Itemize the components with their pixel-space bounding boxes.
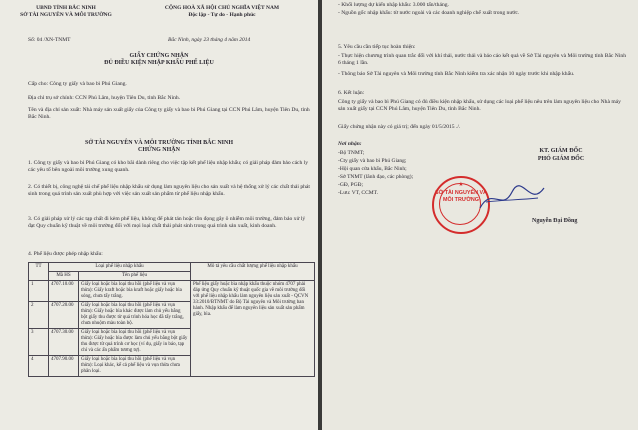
item-2: 2. Có thiết bị, công nghệ tái chế phế liệu nhập khẩu sử dụng làm nguyên liệu cho sản xuất và hệ thống xử lý các chất thải phát sinh trong quá trình sản xuất phù hợp với việc sản xuất sản phẩm từ phế liệu nhập khẩu.	[28, 184, 310, 198]
right-page	[322, 0, 638, 430]
seal-text: SỞ TÀI NGUYÊN VÀ MÔI TRƯỜNG	[435, 190, 487, 203]
section-5-line-2: - Thông báo Sở Tài nguyên và Môi trường tỉnh Bắc Ninh kiểm tra xác nhận 10 ngày trước khi nhập khẩu.	[338, 71, 575, 77]
top-line-2: - Nguồn gốc nhập khẩu: từ nước ngoài và các doanh nghiệp chế xuất trong nước.	[338, 10, 520, 16]
nation-line-2: Độc lập - Tự do - Hạnh phúc	[188, 12, 256, 18]
row-name: Giấy loại hoặc bìa loại thu hồi (phế liệu và vụn thừa): Giấy hoặc bìa được làm chủ yếu bằng bột giấy thu được từ quá trình cơ học (ví dụ, giấy in báo, tạp chí và các ấn phẩm tương tự).	[79, 329, 191, 356]
table-row	[29, 281, 315, 302]
recipients-title: Nơi nhận:	[338, 141, 362, 147]
nation-line-1: CỘNG HOÀ XÃ HỘI CHỦ NGHĨA VIỆT NAM	[164, 5, 280, 11]
scrap-table	[28, 262, 315, 377]
recipient-6: -Lưu: VT, CCMT.	[338, 190, 378, 196]
signer-name: Nguyễn Đại Đồng	[532, 218, 578, 224]
handwritten-signature	[472, 178, 552, 218]
certify-line-1: SỞ TÀI NGUYÊN VÀ MÔI TRƯỜNG TỈNH BẮC NINH	[84, 140, 234, 146]
recipient-2: -Cty giấy và bao bì Phú Giang;	[338, 158, 407, 164]
item-3: 3. Có giải pháp xử lý các tạp chất đi kèm phế liệu, không để phát tán hoặc tồn đọng gây ô nhiễm môi trường, đảm bảo xử lý đạt Quy chuẩn kỹ thuật về môi trường đối với mọi loại chất thải phát sinh trong quá trình sản xuất, kinh doanh.	[28, 216, 306, 230]
header-name: Tên phế liệu	[79, 272, 191, 281]
header-hs: Mã HS	[49, 272, 79, 281]
row-tt: 4	[29, 356, 49, 377]
place-date: Bắc Ninh, ngày 23 tháng 4 năm 2014	[168, 37, 251, 43]
title-line-1: GIẤY CHỨNG NHẬN	[129, 53, 189, 59]
row-hs: 4707.30.00	[49, 329, 79, 356]
org-line-1: UBND TỈNH BẮC NINH	[36, 5, 96, 11]
item-1: 1. Công ty giấy và bao bì Phú Giang có kho bãi dành riêng cho việc tập kết phế liệu nhập khẩu; có giải pháp đảm bảo cách ly các yêu tố bên ngoài môi trường xung quanh.	[28, 160, 309, 174]
validity: Giấy chứng nhận này có giá trị; đến ngày 01/5/2015 ./.	[338, 124, 461, 130]
recipient-4: -Sở TNMT (lãnh đạo, các phòng);	[338, 174, 414, 180]
top-line-1: - Khối lượng dự kiến nhập khẩu: 3.000 tấn/tháng.	[338, 2, 449, 8]
recipient-1: -Bộ TNMT;	[338, 150, 365, 156]
row-hs: 4707.10.00	[49, 281, 79, 302]
section-5-line-1: - Thực hiện chương trình quan trắc đối với khí thải, nước thải và báo cáo kết quả về Sở Tài nguyên và Môi trường tỉnh Bắc Ninh 6 tháng 1 lần.	[338, 53, 626, 67]
doc-number: Số: 04 /XN-TNMT	[28, 37, 71, 43]
row-hs: 4707.90.00	[49, 356, 79, 377]
row-name: Giấy loại hoặc bìa loại thu hồi (phế liệu và vụn thừa): Loại khác, kể cả phế liệu và vụn thừa chưa phân loại.	[79, 356, 191, 377]
table-header-row	[29, 263, 315, 272]
org-line-2: SỞ TÀI NGUYÊN VÀ MÔI TRƯỜNG	[20, 12, 112, 18]
left-page	[0, 0, 318, 430]
section-6-text: Công ty giấy và bao bì Phú Giang có đủ điều kiện nhập khẩu, sử dụng các loại phế liệu nêu trên làm nguyên liệu cho Nhà máy sản xuất giấy tại CCN Phú Lâm, huyện Tiên Du, tỉnh Bắc Ninh.	[338, 99, 621, 113]
sign-title-2: PHÓ GIÁM ĐỐC	[537, 156, 585, 162]
header-tt: TT	[29, 263, 49, 281]
row-tt: 1	[29, 281, 49, 302]
row-tt: 3	[29, 329, 49, 356]
sign-title-1: KT. GIÁM ĐỐC	[539, 148, 583, 154]
facility: Tên và địa chỉ sản xuất: Nhà máy sản xuất giấy của Công ty giấy và bao bì Phú Giang tại CCN Phú Lâm, huyện Tiên Du, tỉnh Bắc Ninh.	[28, 107, 310, 121]
row-tt: 2	[29, 302, 49, 329]
header-scrap-type: Loại phế liệu nhập khẩu	[49, 263, 191, 272]
row-requirement: Phế liệu giấy hoặc bìa nhập khẩu thuộc nhóm 4707 phải đáp ứng Quy chuẩn kỹ thuật quốc gia về môi trường đối với phế liệu nhập khẩu làm nguyên liệu sản xuất - QCVN 33:2010/BTNMT do Bộ Tài nguyên và Môi trường ban hành. Nhập khẩu để làm nguyên liệu sản xuất sản phẩm giấy, bìa.	[191, 281, 315, 377]
recipient-3: -Hội quan cửa khẩu, Bắc Ninh;	[338, 166, 407, 172]
item-4: 4. Phế liệu được phép nhập khẩu:	[28, 251, 103, 257]
section-5-title: 5. Yêu cầu cần tiếp tục hoàn thiện:	[338, 44, 416, 50]
recipient-5: -GĐ, PGĐ;	[338, 182, 364, 188]
certify-line-2: CHỨNG NHẬN	[138, 147, 180, 153]
section-6-title: 6. Kết luận:	[338, 90, 365, 96]
title-line-2: ĐỦ ĐIỀU KIỆN NHẬP KHẨU PHẾ LIỆU	[104, 60, 214, 66]
seal-star-icon: ★	[458, 182, 464, 188]
address: Địa chỉ trụ sở chính: CCN Phú Lâm, huyện Tiên Du, tỉnh Bắc Ninh.	[28, 95, 181, 101]
row-hs: 4707.20.00	[49, 302, 79, 329]
issued-to: Cấp cho: Công ty giấy và bao bì Phú Giang.	[28, 81, 127, 87]
row-name: Giấy loại hoặc bìa loại thu hồi (phế liệu và vụn thừa): Giấy kraft hoặc bìa kraft hoặc giấy hoặc bìa sóng, chưa tẩy trắng.	[79, 281, 191, 302]
row-name: Giấy loại hoặc bìa loại thu hồi (phế liệu và vụn thừa): Giấy hoặc bìa khác được làm chủ yếu bằng bột giấy thu được từ quá trình hóa học đã tẩy trắng, chưa nhuộm màu toàn bộ.	[79, 302, 191, 329]
header-requirement: Mô tả yêu cầu chất lượng phế liệu nhập khẩu	[191, 263, 315, 281]
